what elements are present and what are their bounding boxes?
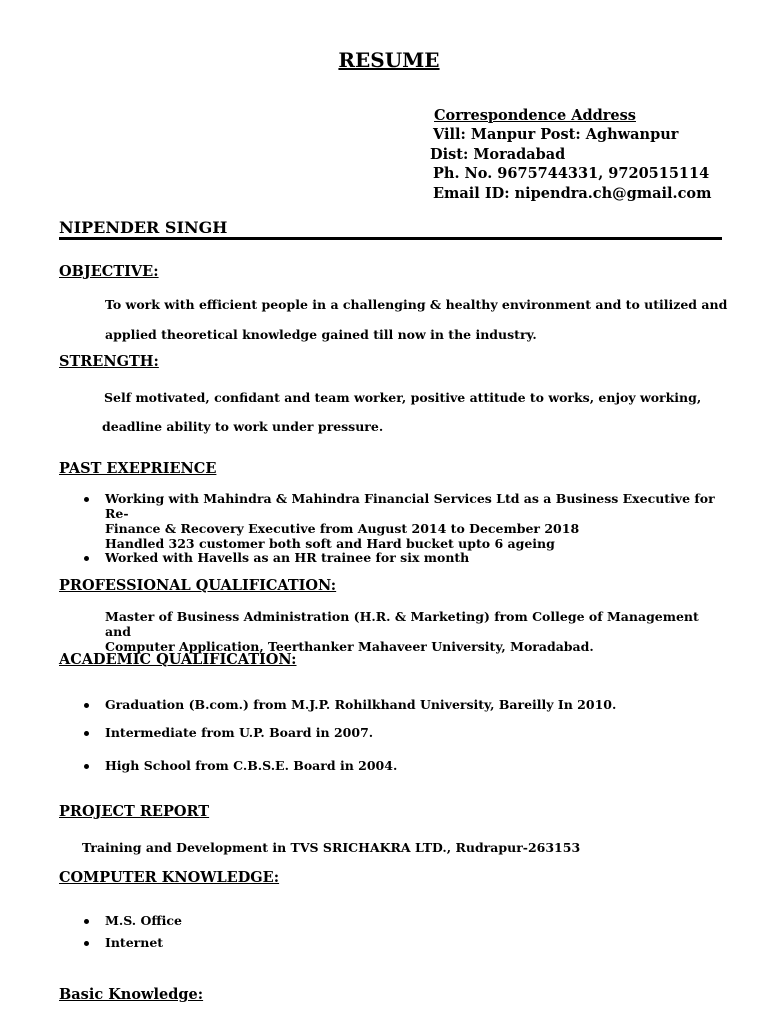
project-text: Training and Development in TVS SRICHAKRA LTD., Rudrapur-263153 (82, 840, 581, 855)
experience-item-1 (105, 491, 725, 551)
academic-heading: ACADEMIC QUALIFICATION: (59, 651, 297, 668)
address-line-village: Vill: Manpur Post: Aghwanpur (433, 126, 679, 143)
computer-heading: COMPUTER KNOWLEDGE: (59, 869, 280, 886)
experience-item-2: Worked with Havells as an HR trainee for six month (105, 550, 470, 565)
experience-item-1-line-3: Handled 323 customer both soft and Hard bucket upto 6 ageing (105, 536, 555, 551)
address-line-email: Email ID: nipendra.ch@gmail.com (433, 185, 712, 202)
experience-heading: PAST EXEPRIENCE (59, 460, 217, 477)
professional-line-2: Computer Application, Teerthanker Mahaveer University, Moradabad. (105, 639, 594, 654)
academic-item: Intermediate from U.P. Board in 2007. (105, 725, 374, 740)
objective-line-1: To work with efficient people in a challenging & healthy environment and to utilized and (105, 297, 728, 312)
bullet-dot (84, 764, 89, 769)
strength-line-2: deadline ability to work under pressure. (102, 419, 384, 434)
objective-line-2: applied theoretical knowledge gained till now in the industry. (105, 327, 537, 342)
objective-heading: OBJECTIVE: (59, 263, 159, 280)
name-divider (59, 237, 722, 240)
bullet-dot (84, 941, 89, 946)
candidate-name: NIPENDER SINGH (59, 218, 228, 237)
academic-item: High School from C.B.S.E. Board in 2004. (105, 758, 398, 773)
experience-item-1-line-2: Finance & Recovery Executive from August 2014 to December 2018 (105, 521, 580, 536)
bullet-dot (84, 703, 89, 708)
bullet-dot (84, 556, 89, 561)
academic-item: Graduation (B.com.) from M.J.P. Rohilkhand University, Bareilly In 2010. (105, 697, 617, 712)
bullet-dot (84, 497, 89, 502)
basic-knowledge-heading: Basic Knowledge: (59, 986, 204, 1003)
project-heading: PROJECT REPORT (59, 803, 210, 820)
address-line-phone: Ph. No. 9675744331, 9720515114 (433, 165, 710, 182)
computer-item: Internet (105, 935, 164, 950)
professional-text (105, 609, 725, 654)
strength-heading: STRENGTH: (59, 353, 159, 370)
bullet-dot (84, 919, 89, 924)
professional-heading: PROFESSIONAL QUALIFICATION: (59, 577, 337, 594)
strength-line-1: Self motivated, confidant and team worker, positive attitude to works, enjoy working, (104, 390, 702, 405)
professional-line-1: Master of Business Administration (H.R. & Marketing) from College of Management and (105, 609, 699, 639)
computer-item: M.S. Office (105, 913, 182, 928)
bullet-dot (84, 731, 89, 736)
address-line-district: Dist: Moradabad (430, 146, 566, 163)
resume-title: RESUME (338, 48, 440, 72)
experience-item-1-line-1: Working with Mahindra & Mahindra Financial Services Ltd as a Business Executive for Re- (105, 491, 715, 521)
address-heading: Correspondence Address (434, 107, 636, 124)
